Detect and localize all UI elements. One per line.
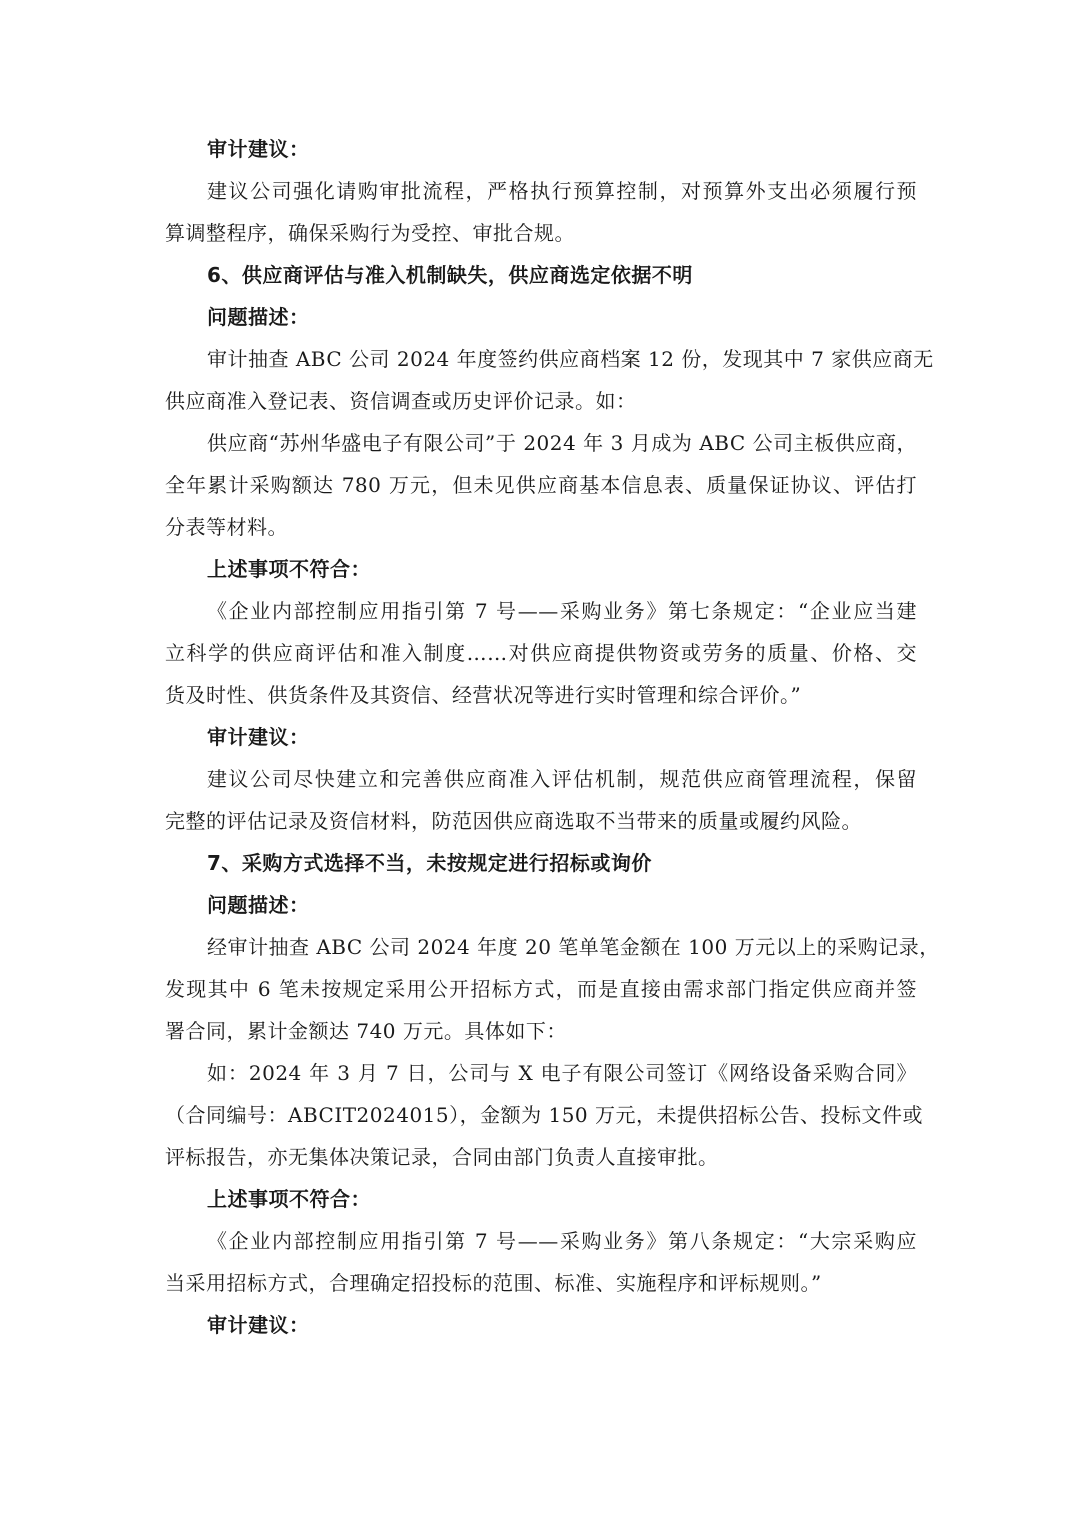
problem-description-heading: 问题描述： [207,893,310,917]
paragraph-line: （合同编号：ABCIT2024015），金额为 150 万元，未提供招标公告、投标文件或 [165,1103,924,1127]
audit-suggestion-heading: 审计建议： [207,725,310,749]
paragraph [165,758,917,842]
paragraph-line: 《企业内部控制应用指引第 7 号——采购业务》第八条规定：“大宗采购应 [207,1229,917,1253]
paragraph-line: 当采用招标方式，合理确定招投标的范围、标准、实施程序和评标规则。” [165,1271,822,1295]
problem-description-heading: 问题描述： [207,305,310,329]
document-page [165,128,940,1346]
paragraph-line: 立科学的供应商评估和准入制度……对供应商提供物资或劳务的质量、价格、交 [165,641,917,665]
paragraph-line: 分表等材料。 [165,515,288,539]
paragraph-line: 建议公司尽快建立和完善供应商准入评估机制，规范供应商管理流程，保留 [207,767,917,791]
paragraph-line: 发现其中 6 笔未按规定采用公开招标方式，而是直接由需求部门指定供应商并签 [165,977,917,1001]
paragraph-line: 算调整程序，确保采购行为受控、审批合规。 [165,221,575,245]
paragraph-line: 署合同，累计金额达 740 万元。具体如下： [165,1019,567,1043]
paragraph [165,338,934,422]
paragraph-line: 全年累计采购额达 780 万元，但未见供应商基本信息表、质量保证协议、评估打 [165,473,917,497]
section-heading-6: 6、供应商评估与准入机制缺失，供应商选定依据不明 [207,263,693,287]
paragraph [165,590,917,716]
paragraph-line: 如：2024 年 3 月 7 日，公司与 X 电子有限公司签订《网络设备采购合同》 [207,1061,917,1085]
paragraph-line: 货及时性、供货条件及其资信、经营状况等进行实时管理和综合评价。” [165,683,802,707]
paragraph-line: 评标报告，亦无集体决策记录，合同由部门负责人直接审批。 [165,1145,719,1169]
audit-suggestion-heading: 审计建议： [207,1313,310,1337]
paragraph [165,926,940,1052]
section-heading-7: 7、采购方式选择不当，未按规定进行招标或询价 [207,851,652,875]
paragraph [165,1052,924,1178]
noncompliance-heading: 上述事项不符合： [207,557,371,581]
paragraph-line: 建议公司强化请购审批流程，严格执行预算控制，对预算外支出必须履行预 [207,179,917,203]
paragraph [165,1220,917,1304]
paragraph [165,170,917,254]
paragraph-line: 供应商“苏州华盛电子有限公司”于 2024 年 3 月成为 ABC 公司主板供应商， [207,431,917,455]
noncompliance-heading: 上述事项不符合： [207,1187,371,1211]
paragraph-line: 供应商准入登记表、资信调查或历史评价记录。如： [165,389,637,413]
paragraph-line: 完整的评估记录及资信材料，防范因供应商选取不当带来的质量或履约风险。 [165,809,862,833]
audit-suggestion-heading: 审计建议： [207,137,310,161]
paragraph-line: 《企业内部控制应用指引第 7 号——采购业务》第七条规定：“企业应当建 [207,599,917,623]
paragraph [165,422,917,548]
paragraph-line: 审计抽查 ABC 公司 2024 年度签约供应商档案 12 份，发现其中 7 家供应商无 [207,347,934,371]
paragraph-line: 经审计抽查 ABC 公司 2024 年度 20 笔单笔金额在 100 万元以上的采购记录， [207,935,940,959]
